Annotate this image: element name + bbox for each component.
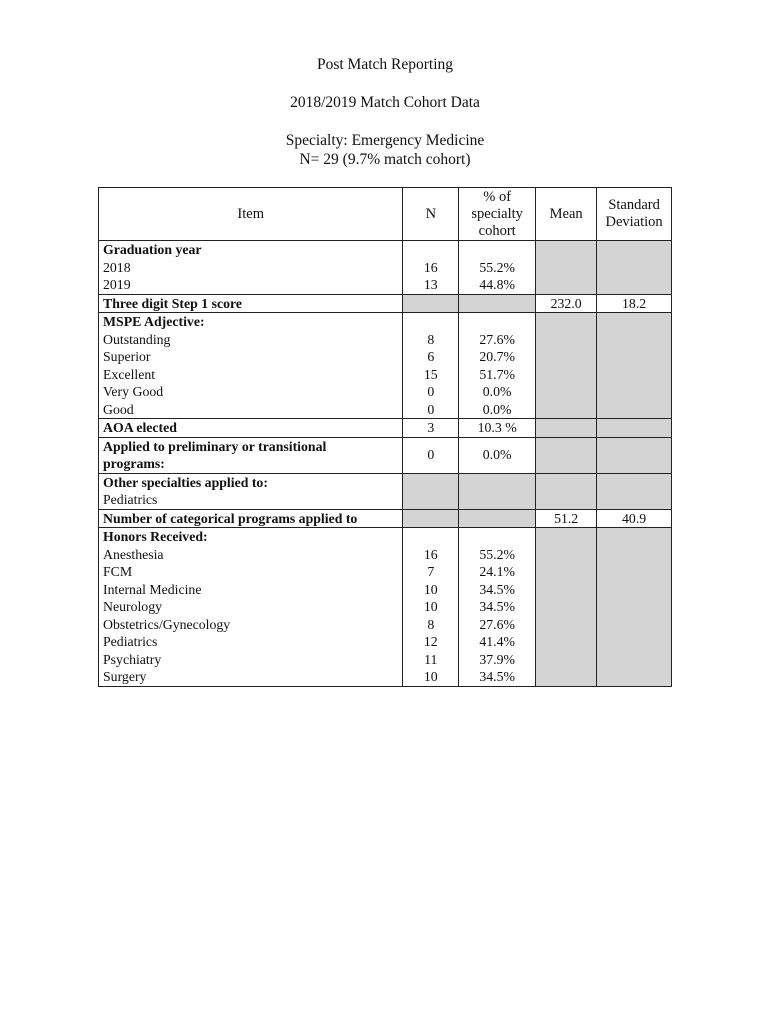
honors-pct-fcm: 24.1% <box>479 564 515 579</box>
honors-n-fcm: 7 <box>427 564 435 579</box>
prelim-n: 0 <box>403 437 459 473</box>
honors-label-surgery: Surgery <box>103 669 147 684</box>
table-row-mspe <box>99 313 672 419</box>
categorical-pct-cell <box>459 509 536 528</box>
other-item-cell <box>99 473 403 509</box>
column-header-sd <box>597 188 672 241</box>
honors-n-obgyn: 8 <box>427 616 435 632</box>
prelim-mean-cell <box>536 437 597 473</box>
prelim-pct: 0.0% <box>459 437 536 473</box>
other-pct-cell <box>459 473 536 509</box>
honors-n-neurology: 10 <box>423 599 438 614</box>
graduation-pct-2018: 55.2% <box>479 259 515 275</box>
step1-label: Three digit Step 1 score <box>99 294 403 313</box>
honors-pct-pediatrics: 41.4% <box>479 634 515 649</box>
graduation-n-2018: 16 <box>423 259 438 275</box>
mspe-pct-very-good: 0.0% <box>482 384 512 399</box>
honors-pct-neurology: 34.5% <box>479 599 515 614</box>
other-n-cell <box>403 473 459 509</box>
step1-pct-cell <box>459 294 536 313</box>
prelim-label-line1: Applied to preliminary or transitional <box>103 438 327 454</box>
prelim-item-cell <box>99 437 403 473</box>
table-row-honors <box>99 528 672 687</box>
mspe-n-excellent: 15 <box>423 366 438 382</box>
mspe-n-very-good: 0 <box>427 384 435 399</box>
mspe-pct-outstanding: 27.6% <box>479 331 515 347</box>
other-heading: Other specialties applied to: <box>103 474 268 490</box>
step1-mean: 232.0 <box>536 294 597 313</box>
column-header-sd-line2: Deviation <box>605 214 663 230</box>
honors-label-neurology: Neurology <box>103 599 163 614</box>
mspe-label-excellent: Excellent <box>103 366 156 382</box>
graduation-sd-cell <box>597 241 672 295</box>
honors-label-psychiatry: Psychiatry <box>103 651 162 667</box>
table-row-aoa <box>99 419 672 438</box>
mspe-label-superior: Superior <box>103 349 151 364</box>
mspe-label-outstanding: Outstanding <box>103 331 171 347</box>
graduation-pct-2019: 44.8% <box>479 277 515 292</box>
mspe-heading: MSPE Adjective: <box>103 314 205 329</box>
graduation-pct-cell <box>459 241 536 295</box>
report-subtitle: 2018/2019 Match Cohort Data <box>290 94 480 111</box>
graduation-heading: Graduation year <box>103 242 202 257</box>
prelim-label-line2: programs: <box>103 456 165 471</box>
other-mean-cell <box>536 473 597 509</box>
table-row-other-specialties <box>99 473 672 509</box>
mspe-item-cell <box>99 313 403 419</box>
table-header-row <box>99 188 672 241</box>
honors-pct-internal-medicine: 34.5% <box>479 581 515 597</box>
mspe-pct-cell <box>459 313 536 419</box>
cohort-size: N= 29 (9.7% match cohort) <box>299 151 471 168</box>
table-row-graduation <box>99 241 672 295</box>
column-header-percent <box>459 188 536 241</box>
report-title: Post Match Reporting <box>316 56 454 73</box>
aoa-mean-cell <box>536 419 597 438</box>
mspe-pct-good: 0.0% <box>482 401 512 417</box>
honors-label-pediatrics: Pediatrics <box>103 634 158 649</box>
mspe-n-outstanding: 8 <box>427 331 435 347</box>
column-header-n: N <box>403 188 459 241</box>
aoa-sd-cell <box>597 419 672 438</box>
column-header-mean: Mean <box>536 188 597 241</box>
honors-heading: Honors Received: <box>103 529 208 544</box>
graduation-n-2019: 13 <box>423 277 438 292</box>
honors-n-psychiatry: 11 <box>424 651 438 667</box>
mspe-label-very-good: Very Good <box>103 384 164 399</box>
step1-sd: 18.2 <box>597 294 672 313</box>
other-sd-cell <box>597 473 672 509</box>
cohort-data-table <box>98 187 672 687</box>
step1-n-cell <box>403 294 459 313</box>
column-header-sd-line1: Standard <box>608 197 660 213</box>
honors-label-fcm: FCM <box>103 564 133 579</box>
honors-item-cell <box>99 528 403 687</box>
honors-label-anesthesia: Anesthesia <box>103 546 164 562</box>
honors-n-internal-medicine: 10 <box>423 581 438 597</box>
honors-n-cell <box>403 528 459 687</box>
specialty-heading: Specialty: Emergency Medicine <box>285 132 485 149</box>
column-header-percent-line1: % of <box>483 188 512 205</box>
graduation-n-cell <box>403 241 459 295</box>
honors-label-internal-medicine: Internal Medicine <box>103 581 202 597</box>
categorical-n-cell <box>403 509 459 528</box>
categorical-label: Number of categorical programs applied to <box>99 509 403 528</box>
mspe-label-good: Good <box>103 401 134 417</box>
honors-mean-cell <box>536 528 597 687</box>
mspe-n-cell <box>403 313 459 419</box>
honors-sd-cell <box>597 528 672 687</box>
mspe-n-good: 0 <box>427 401 435 417</box>
mspe-n-superior: 6 <box>427 349 435 364</box>
column-header-percent-line3: cohort <box>478 222 516 239</box>
aoa-label: AOA elected <box>99 419 403 438</box>
categorical-mean: 51.2 <box>536 509 597 528</box>
honors-pct-anesthesia: 55.2% <box>479 546 515 562</box>
prelim-sd-cell <box>597 437 672 473</box>
honors-n-anesthesia: 16 <box>423 546 438 562</box>
honors-label-obgyn: Obstetrics/Gynecology <box>103 616 231 632</box>
graduation-label-2018: 2018 <box>103 259 131 275</box>
mspe-pct-superior: 20.7% <box>479 349 515 364</box>
honors-n-surgery: 10 <box>423 669 438 684</box>
graduation-mean-cell <box>536 241 597 295</box>
honors-pct-psychiatry: 37.9% <box>479 651 515 667</box>
column-header-percent-line2: specialty <box>471 205 523 222</box>
aoa-pct: 10.3 % <box>459 419 536 438</box>
honors-pct-surgery: 34.5% <box>479 669 515 684</box>
honors-n-pediatrics: 12 <box>423 634 438 649</box>
other-item-pediatrics: Pediatrics <box>103 492 158 507</box>
categorical-sd: 40.9 <box>597 509 672 528</box>
table-row-step1 <box>99 294 672 313</box>
table-row-prelim <box>99 437 672 473</box>
graduation-label-2019: 2019 <box>103 277 131 292</box>
honors-pct-obgyn: 27.6% <box>479 616 515 632</box>
mspe-pct-excellent: 51.7% <box>479 366 515 382</box>
graduation-item-cell <box>99 241 403 295</box>
column-header-item: Item <box>99 188 403 241</box>
mspe-sd-cell <box>597 313 672 419</box>
honors-pct-cell <box>459 528 536 687</box>
table-row-categorical <box>99 509 672 528</box>
mspe-mean-cell <box>536 313 597 419</box>
aoa-n: 3 <box>403 419 459 438</box>
